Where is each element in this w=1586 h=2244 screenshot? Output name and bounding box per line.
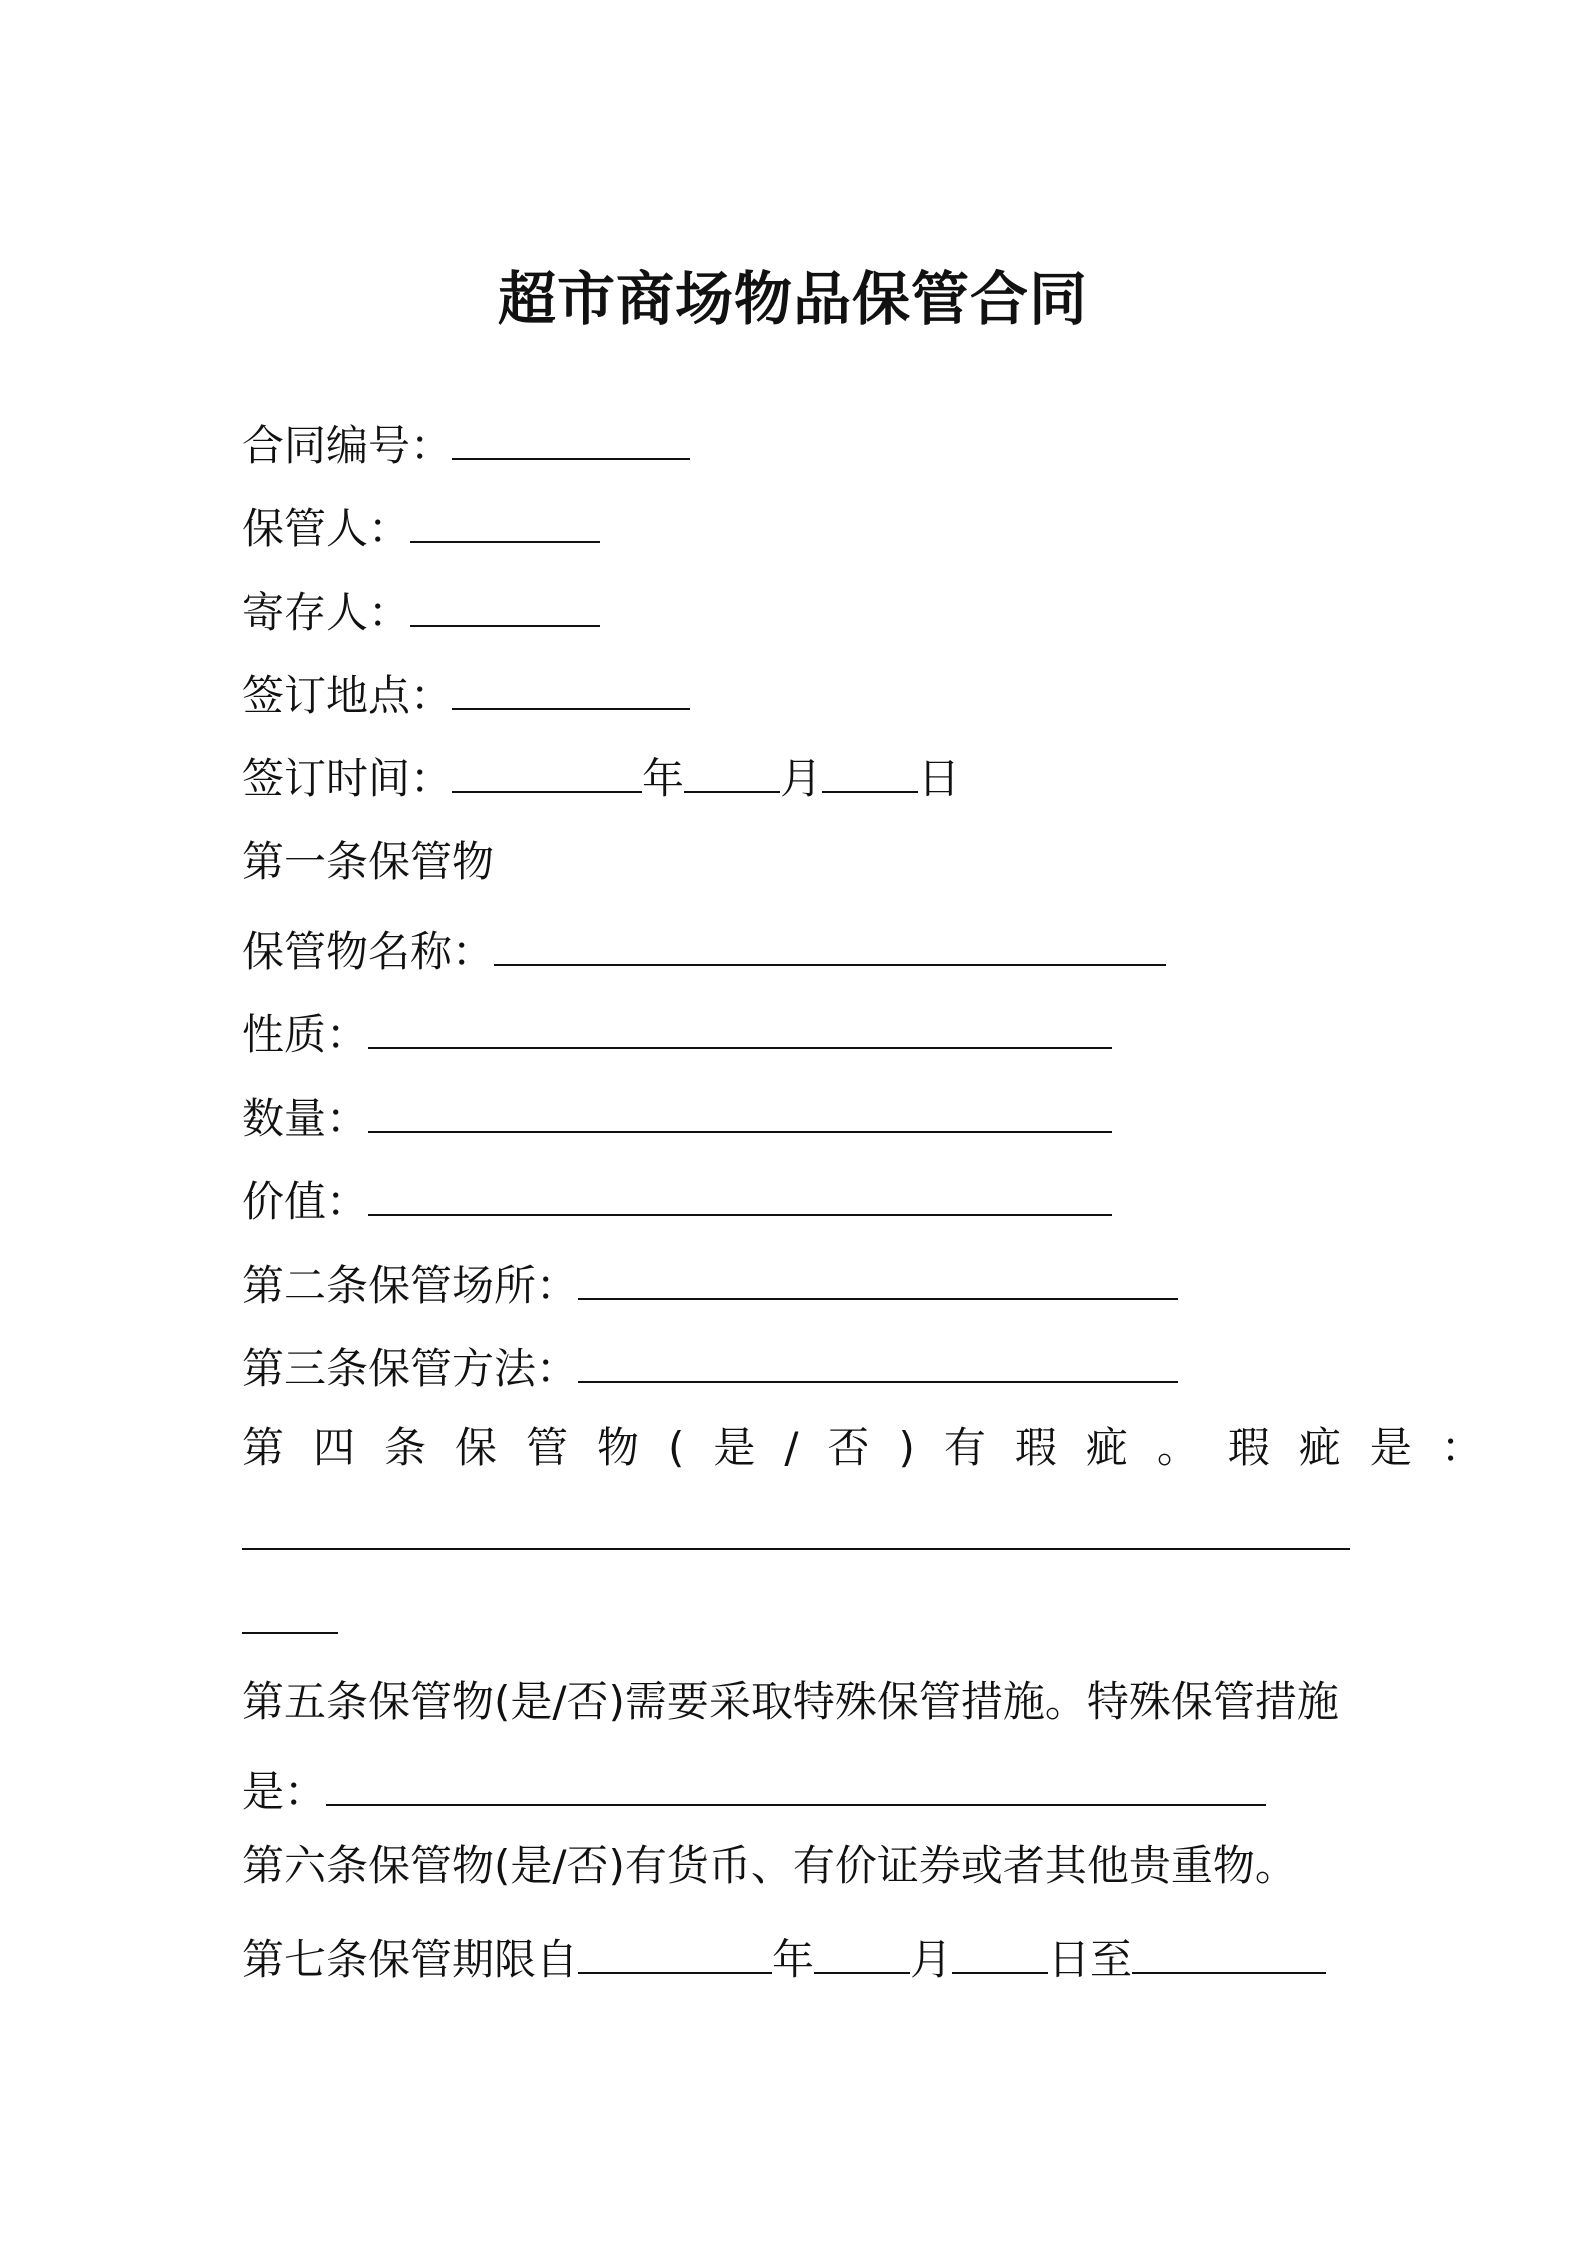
custodian-line	[242, 501, 600, 557]
article-1-heading: 第一条保管物	[242, 837, 495, 886]
article-2-label: 第二条保管场所：	[242, 1261, 579, 1310]
depositor-label: 寄存人：	[242, 588, 411, 637]
sign-time-line	[242, 751, 960, 807]
value-label: 价值：	[242, 1177, 369, 1226]
defect-blank-2[interactable]	[242, 1592, 338, 1634]
sign-place-line	[242, 668, 690, 724]
custodian-blank[interactable]	[410, 501, 600, 543]
nature-blank[interactable]	[368, 1007, 1112, 1049]
sign-place-blank[interactable]	[452, 668, 690, 710]
item-name-line	[242, 924, 1166, 980]
storage-place-blank[interactable]	[578, 1258, 1178, 1300]
period-start-day-blank[interactable]	[952, 1932, 1048, 1974]
defect-blank-1[interactable]	[242, 1508, 1350, 1550]
year-label: 年	[642, 754, 685, 803]
article-3-label: 第三条保管方法：	[242, 1344, 579, 1393]
value-blank[interactable]	[368, 1174, 1112, 1216]
custodian-label: 保管人：	[242, 504, 411, 553]
period-start-month-blank[interactable]	[814, 1932, 910, 1974]
period-start-year-blank[interactable]	[578, 1932, 772, 1974]
contract-number-label: 合同编号：	[242, 421, 453, 470]
period-end-year-blank[interactable]	[1132, 1932, 1326, 1974]
item-name-label: 保管物名称：	[242, 927, 495, 976]
article-3-line	[242, 1341, 1178, 1397]
contract-number-blank[interactable]	[452, 418, 690, 460]
depositor-blank[interactable]	[410, 585, 600, 627]
article-7-year-label: 年	[772, 1935, 815, 1984]
sign-time-label: 签订时间：	[242, 754, 453, 803]
article-4-blank-line-1	[242, 1508, 1350, 1564]
item-name-blank[interactable]	[494, 924, 1166, 966]
quantity-blank[interactable]	[368, 1091, 1112, 1133]
storage-method-blank[interactable]	[578, 1341, 1178, 1383]
special-measures-blank[interactable]	[326, 1764, 1266, 1806]
article-7-month-label: 月	[910, 1935, 953, 1984]
month-label: 月	[780, 754, 823, 803]
nature-label: 性质：	[242, 1010, 369, 1059]
article-5-line-2	[242, 1764, 1266, 1820]
sign-month-blank[interactable]	[684, 751, 780, 793]
article-7-line	[242, 1932, 1326, 1988]
contract-number-line	[242, 418, 690, 474]
article-2-line	[242, 1258, 1178, 1314]
article-5-is-label: 是：	[242, 1767, 327, 1816]
article-7-label: 第七条保管期限自	[242, 1935, 579, 1984]
quantity-line	[242, 1091, 1112, 1147]
sign-year-blank[interactable]	[452, 751, 642, 793]
article-4-line: 第四条保管物(是/否)有瑕疵。瑕疵是：	[242, 1423, 1512, 1472]
value-line	[242, 1174, 1112, 1230]
depositor-line	[242, 585, 600, 641]
page-title: 超市商场物品保管合同	[497, 265, 1088, 333]
sign-day-blank[interactable]	[822, 751, 918, 793]
nature-line	[242, 1007, 1112, 1063]
article-4-blank-line-2	[242, 1592, 338, 1648]
article-6-line: 第六条保管物(是/否)有货币、有价证券或者其他贵重物。	[242, 1841, 1297, 1890]
article-7-day-to-label: 日至	[1048, 1935, 1133, 1984]
quantity-label: 数量：	[242, 1094, 369, 1143]
day-label: 日	[918, 754, 961, 803]
article-5-line-1: 第五条保管物(是/否)需要采取特殊保管措施。特殊保管措施	[242, 1677, 1339, 1726]
sign-place-label: 签订地点：	[242, 671, 453, 720]
